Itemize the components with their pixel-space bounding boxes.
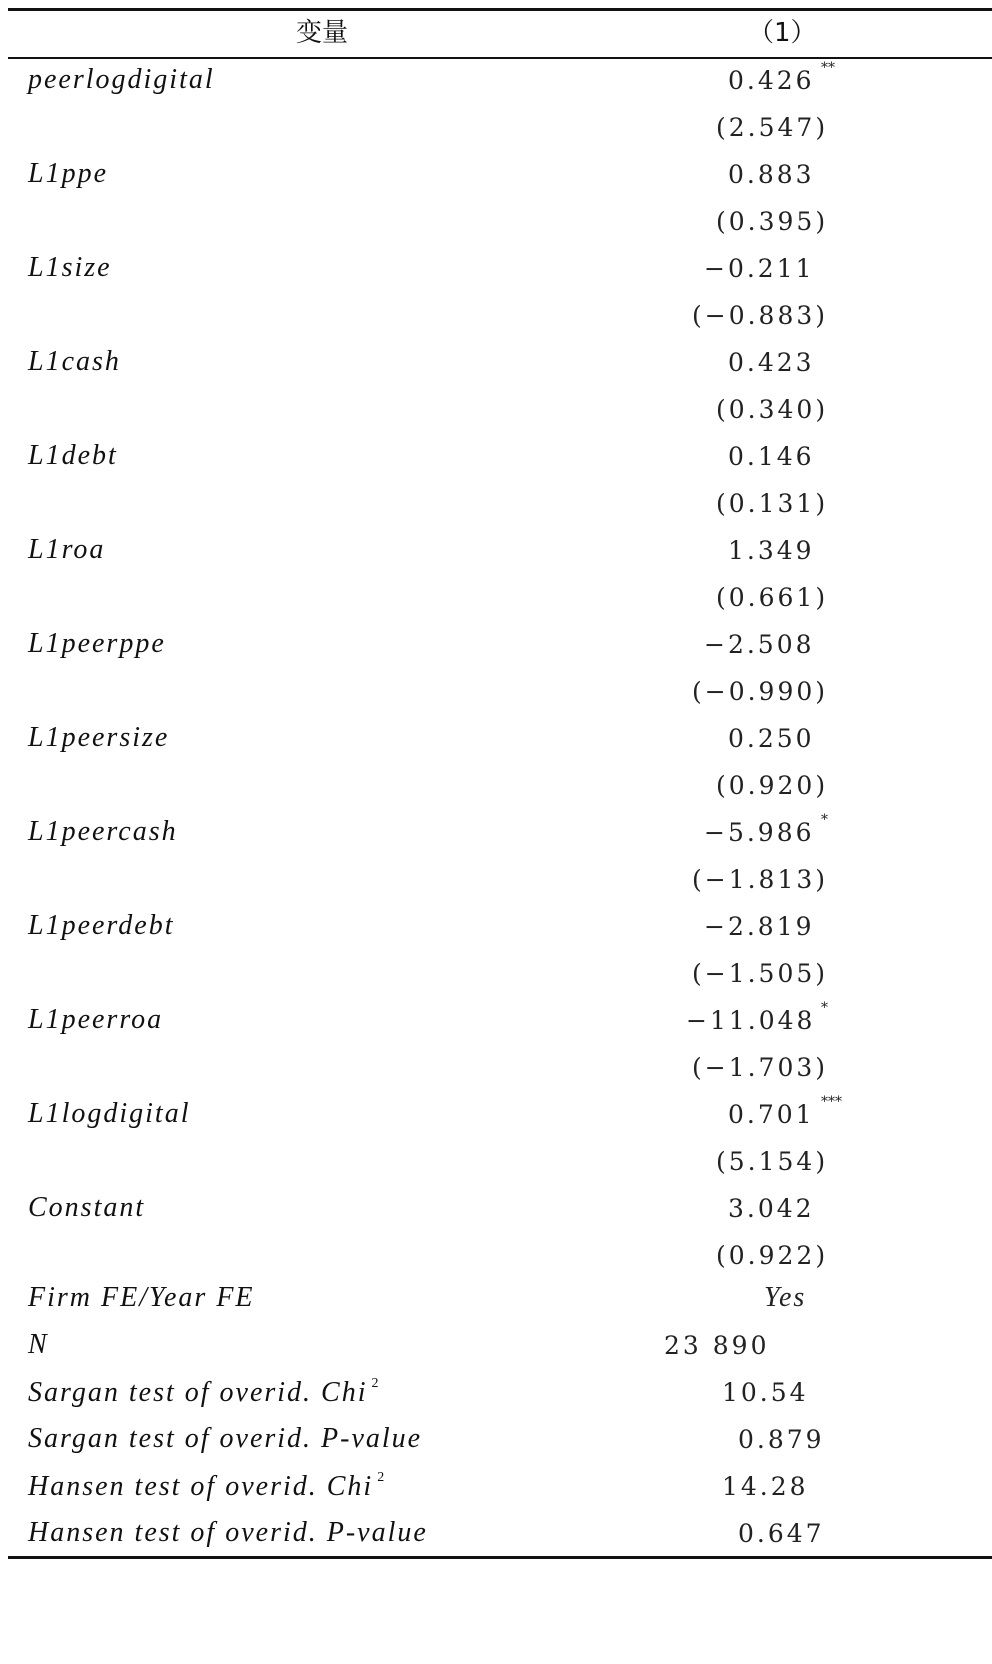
header-variable: 变量 (296, 18, 349, 48)
significance-stars: * (821, 1000, 828, 1016)
coefficient-value: 0.701 (728, 1100, 815, 1129)
hansen-p-label: Hansen test of overid. P-value (28, 1517, 428, 1548)
sargan-p-value: 0.879 (738, 1425, 825, 1454)
t-statistic: (−0.883) (692, 301, 829, 330)
variable-name: L1size (28, 252, 112, 283)
t-statistic: (−1.505) (692, 959, 829, 988)
variable-name: L1logdigital (28, 1098, 191, 1129)
t-stat-row (0, 107, 992, 153)
t-statistic: (2.547) (716, 113, 829, 142)
sargan-chi-row (0, 1372, 992, 1418)
coefficient-value: −2.819 (704, 912, 815, 941)
fe-row (0, 1278, 992, 1324)
fe-label: Firm FE/Year FE (28, 1282, 255, 1313)
coefficient-value: 0.426 (728, 66, 815, 95)
coef-row (0, 248, 992, 294)
sargan-chi-label: Sargan test of overid. Chi $^2$ (28, 1376, 381, 1408)
variable-name: L1cash (28, 346, 121, 377)
t-stat-row (0, 577, 992, 623)
significance-stars: *** (821, 1094, 842, 1110)
variable-name: L1peerdebt (28, 910, 175, 941)
coefficient-value: −11.048 (686, 1006, 816, 1035)
coef-row (0, 906, 992, 952)
hansen-p-value: 0.647 (738, 1519, 825, 1548)
t-stat-row (0, 859, 992, 905)
variable-name: Constant (28, 1192, 146, 1223)
t-statistic: (−0.990) (692, 677, 829, 706)
variable-name: L1peerroa (28, 1004, 164, 1035)
coefficient-value: 0.250 (728, 724, 815, 753)
coefficient-value: 0.423 (728, 348, 815, 377)
coef-row (0, 60, 992, 106)
t-stat-row (0, 671, 992, 717)
coefficient-value: 0.146 (728, 442, 815, 471)
t-statistic: (−1.813) (692, 865, 829, 894)
coef-row (0, 812, 992, 858)
coefficient-value: 1.349 (728, 536, 815, 565)
t-stat-row (0, 1047, 992, 1093)
t-stat-row (0, 765, 992, 811)
hansen-chi-row (0, 1466, 992, 1512)
coef-row (0, 436, 992, 482)
sargan-p-row (0, 1419, 992, 1465)
n-label: N (28, 1329, 49, 1360)
t-statistic: (−1.703) (692, 1053, 829, 1082)
significance-stars: ** (821, 60, 835, 76)
coef-row (0, 1000, 992, 1046)
coef-row (0, 342, 992, 388)
variable-name: L1peercash (28, 816, 178, 847)
coefficient-value: −2.508 (704, 630, 815, 659)
coefficient-value: −0.211 (704, 254, 815, 283)
sargan-p-label: Sargan test of overid. P-value (28, 1423, 423, 1454)
coefficient-value: 0.883 (728, 160, 815, 189)
hansen-chi-value: 14.28 (722, 1472, 809, 1501)
t-stat-row (0, 201, 992, 247)
header-rule (8, 57, 992, 59)
t-statistic: (0.395) (716, 207, 829, 236)
t-stat-row (0, 389, 992, 435)
t-statistic: (0.661) (716, 583, 829, 612)
variable-name: L1peersize (28, 722, 170, 753)
bottom-rule (8, 1556, 992, 1559)
variable-name: L1roa (28, 534, 106, 565)
significance-stars: * (821, 812, 828, 828)
variable-name: L1peerppe (28, 628, 166, 659)
t-stat-row (0, 483, 992, 529)
n-row (0, 1325, 992, 1371)
t-statistic: (0.340) (716, 395, 829, 424)
coef-row (0, 718, 992, 764)
variable-name: L1ppe (28, 158, 108, 189)
coef-row (0, 530, 992, 576)
t-stat-row (0, 295, 992, 341)
hansen-chi-label: Hansen test of overid. Chi $^2$ (28, 1470, 387, 1502)
t-statistic: (5.154) (716, 1147, 829, 1176)
variable-name: peerlogdigital (28, 64, 215, 95)
coef-row (0, 624, 992, 670)
coef-row (0, 154, 992, 200)
coef-row (0, 1188, 992, 1234)
t-stat-row (0, 1141, 992, 1187)
coefficient-value: 3.042 (728, 1194, 815, 1223)
hansen-p-row (0, 1513, 992, 1559)
top-rule (8, 8, 992, 11)
coefficient-value: −5.986 (704, 818, 815, 847)
fe-value: Yes (764, 1282, 807, 1313)
t-statistic: (0.920) (716, 771, 829, 800)
t-stat-row (0, 953, 992, 999)
t-statistic: (0.131) (716, 489, 829, 518)
sargan-chi-value: 10.54 (722, 1378, 809, 1407)
t-statistic: (0.922) (716, 1241, 829, 1270)
t-stat-row (0, 1235, 992, 1281)
header-column: （1） (748, 18, 817, 48)
variable-name: L1debt (28, 440, 118, 471)
coef-row (0, 1094, 992, 1140)
n-value: 23 890 (664, 1331, 770, 1360)
